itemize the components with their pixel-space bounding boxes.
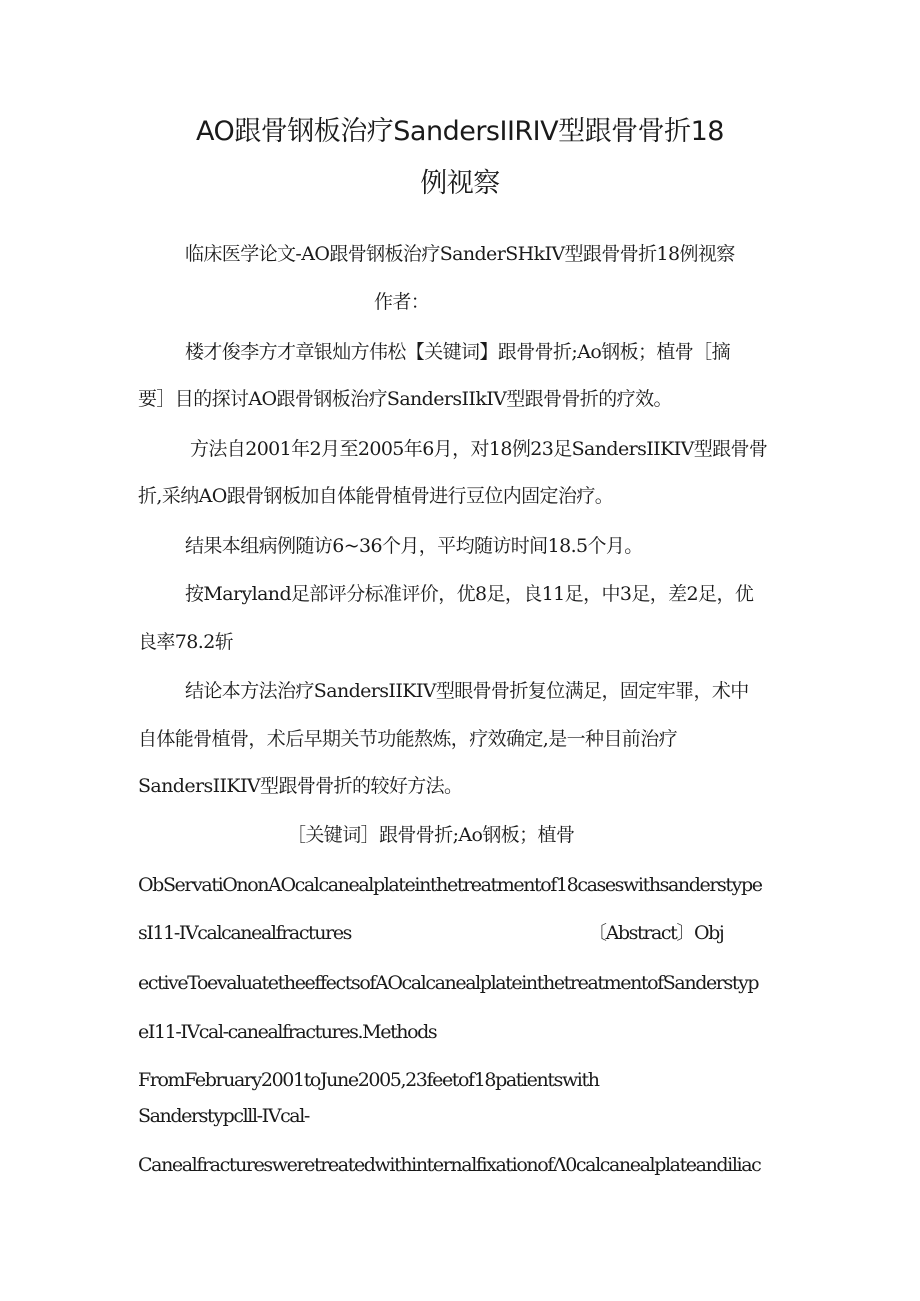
title-line-2: 例视察 <box>420 168 500 199</box>
paragraph-line: 折,采纳AO跟骨钢板加自体能骨植骨进行豆位内固定治疗。 <box>138 485 614 507</box>
english-line: CanealfracturesweretreatedwithinternalfixationofΛ0calcanealplateandiliac <box>138 1154 761 1176</box>
paragraph-line: 结果本组病例随访6~36个月，平均随访时间18.5个月。 <box>185 535 643 557</box>
paragraph-line: 方法自2001年2月至2005年6月，对18例23足SandersIIKIV型跟骨骨 <box>190 438 768 460</box>
abstract-label: 〔Abstract〕Obj <box>588 922 724 944</box>
paragraph-line: 要］目的探讨AO跟骨钢板治疗SandersIIkIV型跟骨骨折的疗效。 <box>138 388 672 410</box>
paragraph-line: 自体能骨植骨，术后早期关节功能熬炼，疗效确定,是一种目前治疗 <box>138 728 678 750</box>
paragraph-line: 按Maryland足部评分标准评价，优8足，良11足，中3足，差2足，优 <box>185 583 754 605</box>
subtitle: 临床医学论文-AO跟骨钢板治疗SanderSHkIV型跟骨骨折18例视察 <box>185 243 735 265</box>
title-line-1: AO跟骨钢板治疗SandersIIRIV型跟骨骨折18 <box>196 116 724 147</box>
keywords-line: ［关键词］跟骨骨折;Ao钢板；植骨 <box>287 824 575 846</box>
english-line: sI11-IVcalcanealfractures <box>138 922 352 944</box>
english-line: ObServatiOnonAOcalcanealplateinthetreatmentof18caseswithsanderstype <box>138 874 762 896</box>
english-line: eI11-IVcal-canealfractures.Methods <box>138 1021 437 1043</box>
english-line: ectiveToevaluatetheeffectsofAOcalcanealplateinthetreatmentofSanderstyp <box>138 972 759 994</box>
paragraph-line: 结论本方法治疗SandersIIKIV型眼骨骨折复位满足，固定牢罪，术中 <box>185 680 749 702</box>
author-label: 作者： <box>374 291 430 313</box>
paragraph-line: 楼才俊李方才章银灿方伟松【关键词】跟骨骨折;Ao钢板；植骨［摘 <box>185 341 730 363</box>
paragraph-line: 良率78.2斩 <box>138 631 234 653</box>
english-line: Sanderstypclll-IVcal- <box>138 1105 309 1127</box>
paragraph-line: SandersIIKIV型跟骨骨折的较好方法。 <box>138 775 463 797</box>
english-line: FromFebruary2001toJune2005,23feetof18patientswith <box>138 1069 599 1091</box>
